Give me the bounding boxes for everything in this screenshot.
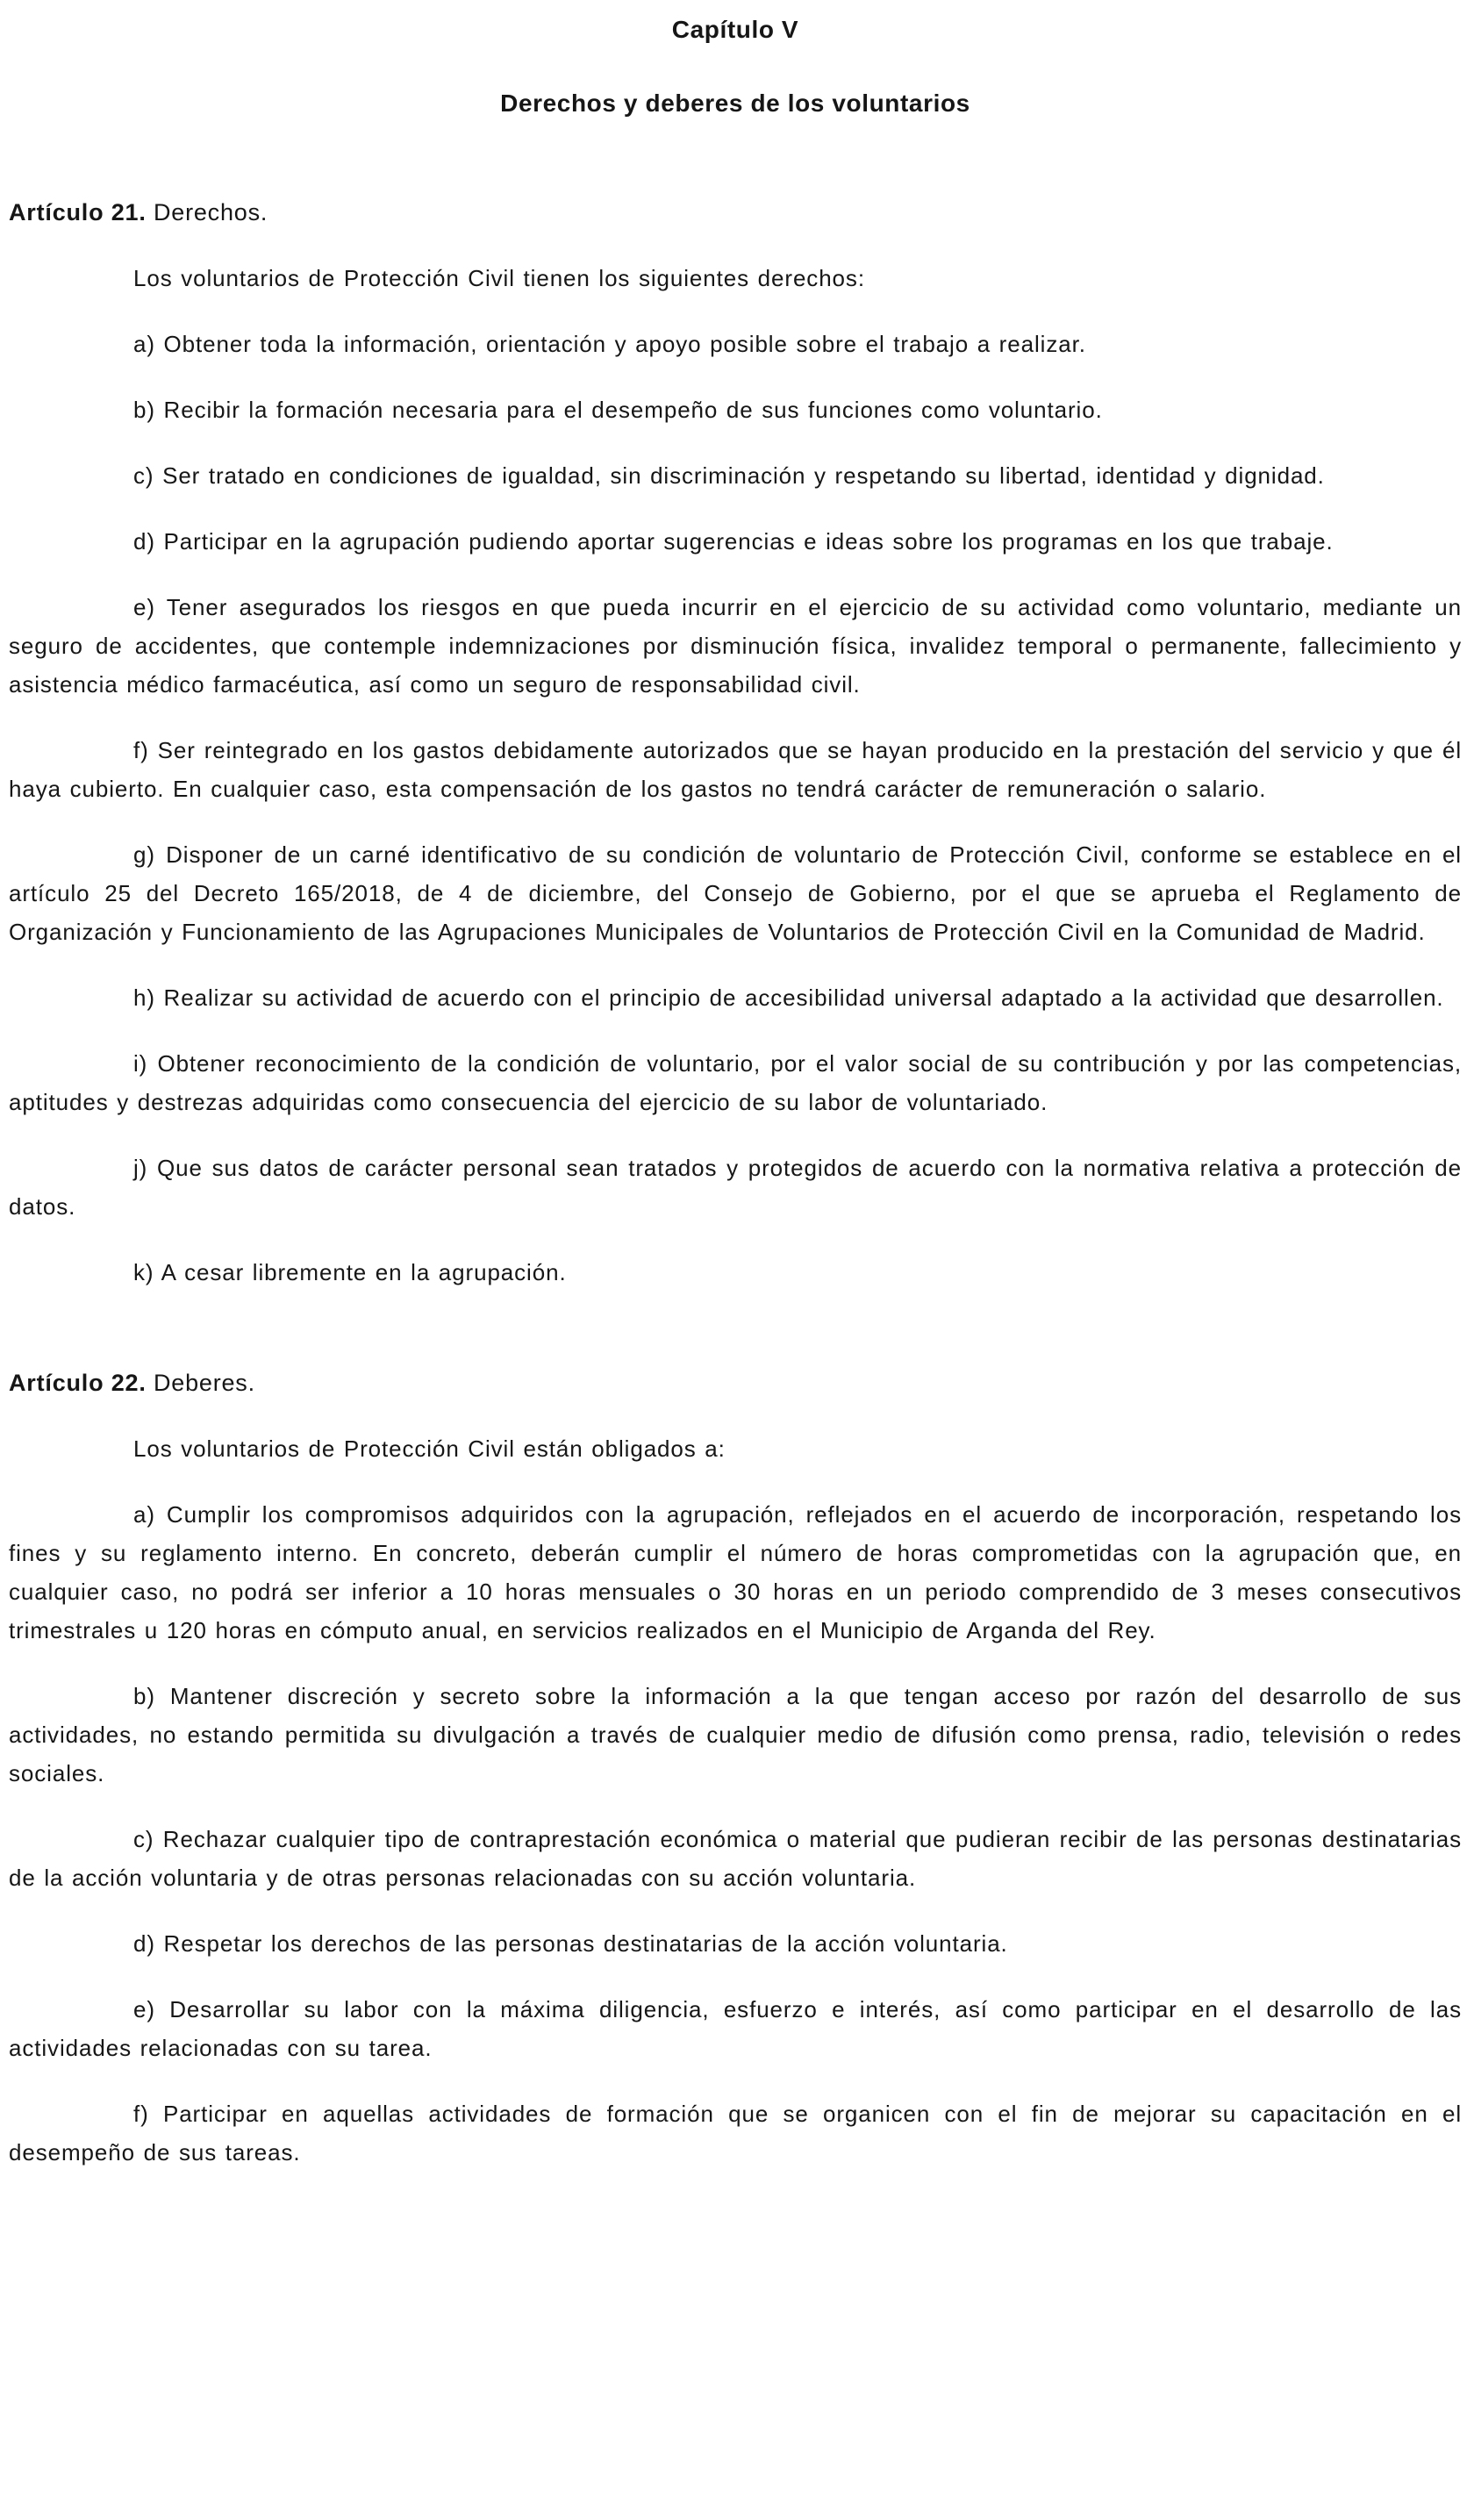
- article-22-item-b: b) Mantener discreción y secreto sobre la información a la que tengan acceso por razón del desarrollo de sus actividades, no estando permitida su divulgación a través de cualquier medio de difusión como prensa, radio, televisión o redes sociales.: [9, 1683, 1462, 1786]
- article-21-item-a: a) Obtener toda la información, orientación y apoyo posible sobre el trabajo a realizar.: [133, 331, 1086, 357]
- article-22: [9, 1364, 1462, 2172]
- article-21-item-k: k) A cesar libremente en la agrupación.: [133, 1259, 567, 1285]
- article-21-item-d: d) Participar en la agrupación pudiendo aportar sugerencias e ideas sobre los programas en los que trabaje.: [133, 528, 1334, 555]
- article-22-item-c: c) Rechazar cualquier tipo de contraprestación económica o material que pudieran recibir de las personas destinatarias de la acción voluntaria y de otras personas relacionadas con su acción voluntaria.: [9, 1826, 1462, 1891]
- article-21-name: Derechos.: [153, 199, 268, 226]
- article-22-item-e: e) Desarrollar su labor con la máxima diligencia, esfuerzo e interés, así como participar en el desarrollo de las actividades relacionadas con su tarea.: [9, 1996, 1462, 2061]
- article-21-intro: Los voluntarios de Protección Civil tienen los siguientes derechos:: [133, 265, 865, 291]
- article-22-name: Deberes.: [153, 1370, 255, 1396]
- article-22-number: Artículo 22.: [9, 1370, 147, 1396]
- article-22-item-f: f) Participar en aquellas actividades de formación que se organicen con el fin de mejorar su capacitación en el desempeño de sus tareas.: [9, 2101, 1462, 2166]
- article-21-item-h: h) Realizar su actividad de acuerdo con el principio de accesibilidad universal adaptado a la actividad que desarrollen.: [133, 984, 1444, 1011]
- article-21-item-b: b) Recibir la formación necesaria para el desempeño de sus funciones como voluntario.: [133, 397, 1103, 423]
- chapter-title: Capítulo V: [671, 16, 799, 43]
- article-21-item-i: i) Obtener reconocimiento de la condición de voluntario, por el valor social de su contribución y por las competencias, aptitudes y destrezas adquiridas como consecuencia del ejercicio de su labor de voluntariado.: [9, 1050, 1462, 1115]
- article-21-heading: [9, 193, 1462, 232]
- article-22-item-a: a) Cumplir los compromisos adquiridos con la agrupación, reflejados en el acuerdo de incorporación, respetando los fines y su reglamento interno. En concreto, deberán cumplir el número de horas comprometidas con la agrupación que, en cualquier caso, no podrá ser inferior a 10 horas mensuales o 30 horas en un periodo comprendido de 3 meses consecutivos trimestrales u 120 horas en cómputo anual, en servicios realizados en el Municipio de Arganda del Rey.: [9, 1501, 1462, 1643]
- chapter-subtitle: Derechos y deberes de los voluntarios: [500, 89, 970, 117]
- article-21-item-c: c) Ser tratado en condiciones de igualdad, sin discriminación y respetando su libertad, identidad y dignidad.: [133, 462, 1325, 489]
- article-21-item-e: e) Tener asegurados los riesgos en que pueda incurrir en el ejercicio de su actividad como voluntario, mediante un seguro de accidentes, que contemple indemnizaciones por disminución física, invalidez temporal o permanente, fallecimiento y asistencia médico farmacéutica, así como un seguro de responsabilidad civil.: [9, 594, 1462, 698]
- article-22-intro: Los voluntarios de Protección Civil están obligados a:: [133, 1435, 726, 1462]
- article-21: [9, 193, 1462, 1292]
- article-21-item-f: f) Ser reintegrado en los gastos debidamente autorizados que se hayan producido en la prestación del servicio y que él haya cubierto. En cualquier caso, esta compensación de los gastos no tendrá carácter de remuneración o salario.: [9, 737, 1462, 802]
- article-21-item-j: j) Que sus datos de carácter personal sean tratados y protegidos de acuerdo con la normativa relativa a protección de datos.: [9, 1155, 1462, 1220]
- article-22-heading: [9, 1364, 1462, 1402]
- article-21-item-g: g) Disponer de un carné identificativo de su condición de voluntario de Protección Civil, conforme se establece en el artículo 25 del Decreto 165/2018, de 4 de diciembre, del Consejo de Gobierno, por el que se aprueba el Reglamento de Organización y Funcionamiento de las Agrupaciones Municipales de Voluntarios de Protección Civil en la Comunidad de Madrid.: [9, 841, 1462, 945]
- article-22-item-d: d) Respetar los derechos de las personas destinatarias de la acción voluntaria.: [133, 1930, 1008, 1957]
- article-21-number: Artículo 21.: [9, 199, 147, 226]
